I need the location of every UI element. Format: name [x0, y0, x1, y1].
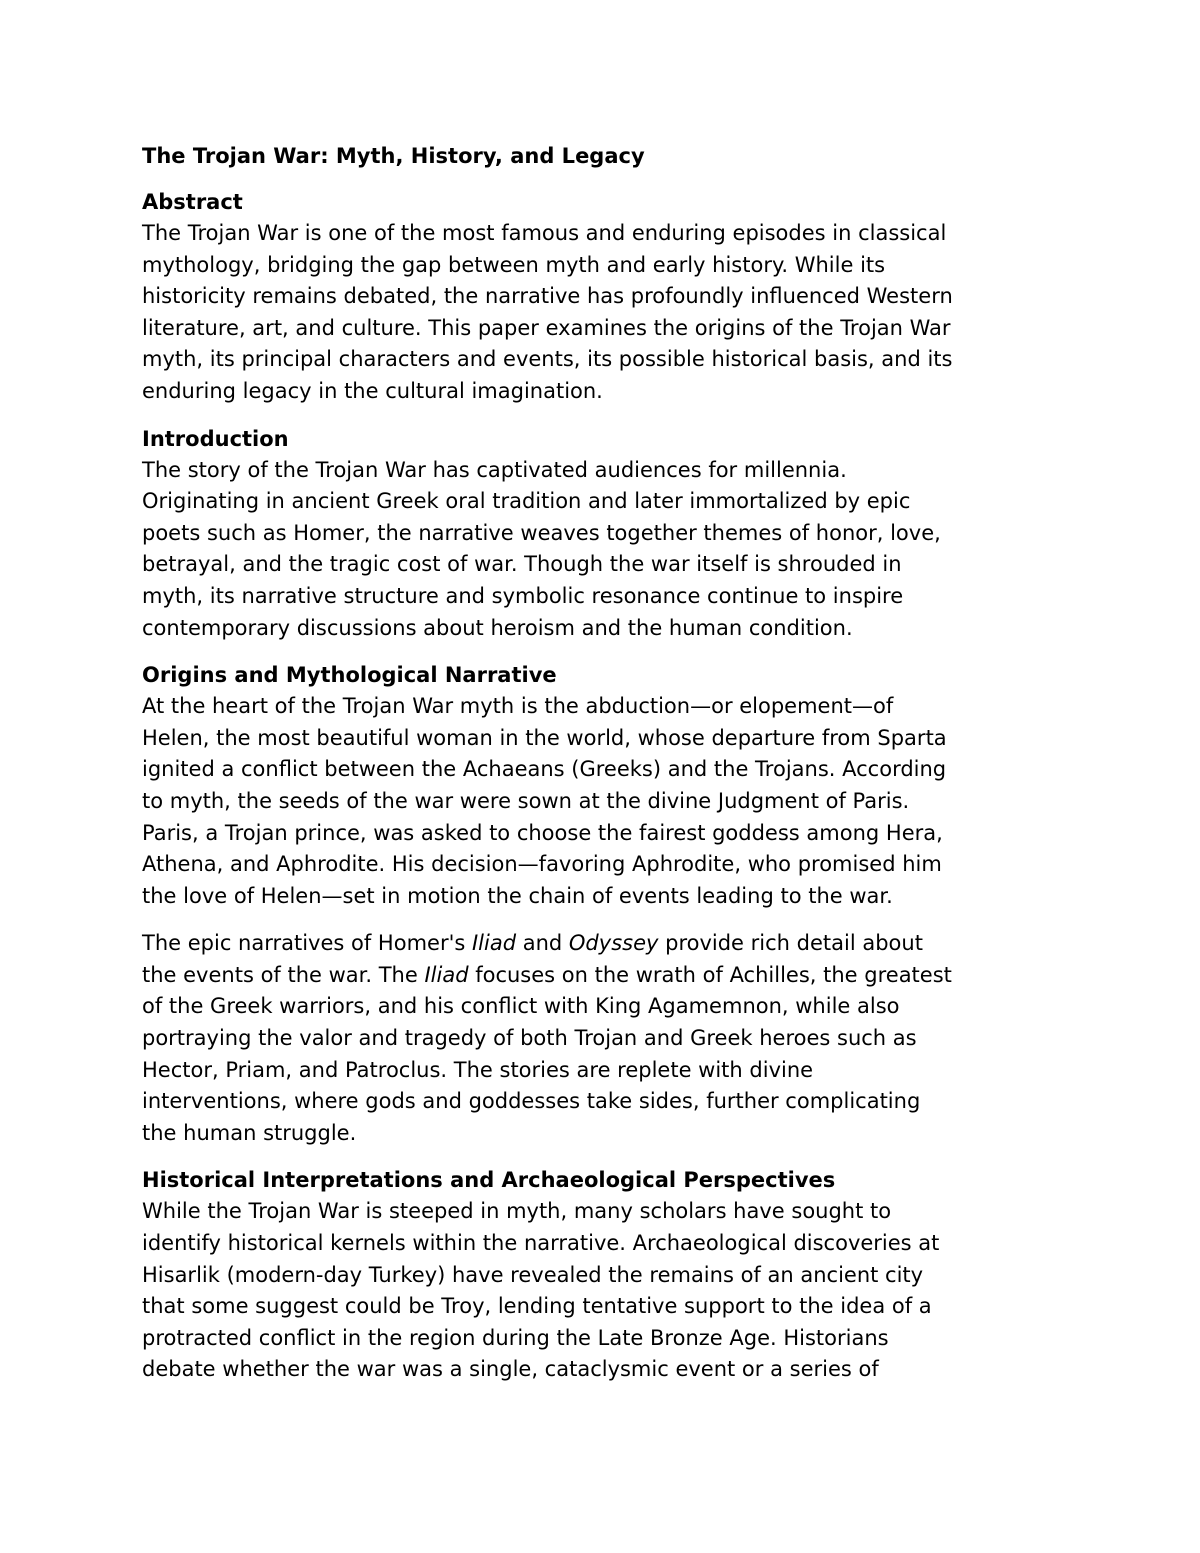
text-run: The epic narratives of Homer's — [142, 931, 472, 956]
origins-paragraph-1: At the heart of the Trojan War myth is the abduction—or elopement—of Helen, the most beautiful woman in the world, whose departure from Sparta ignited a conflict between the Achaeans (Greeks) and the Trojans. According to myth, the seeds of the war were sown at the divine Judgment of Paris. Paris, a Trojan prince, was asked to choose the fairest goddess among Hera, Athena, and Aphrodite. His decision—favoring Aphrodite, who promised him the love of Helen—set in motion the chain of events leading to the war. — [142, 694, 947, 908]
iliad-title: Iliad — [424, 962, 469, 987]
abstract-text: The Trojan War is one of the most famous and enduring episodes in classical mythology, bridging the gap between myth and early history. While its historicity remains debated, the narrative has profoundly influenced Western literature, art, and culture. This paper examines the origins of the Trojan War myth, its principal characters and events, its possible historical basis, and its enduring legacy in the cultural imagination. — [142, 221, 953, 403]
historical-section — [142, 1165, 1072, 1386]
iliad-title: Iliad — [471, 931, 517, 956]
origins-paragraph-2 — [142, 928, 1072, 1149]
text-run: provide rich detail about the events of the war. The — [142, 931, 923, 987]
document-page — [142, 141, 1072, 1402]
introduction-text: The story of the Trojan War has captivated audiences for millennia. Originating in ancient Greek oral tradition and later immortalized by epic poets such as Homer, the narrative weaves together themes of honor, love, betrayal, and the tragic cost of war. Though the war itself is shrouded in myth, its narrative structure and symbolic resonance continue to inspire contemporary discussions about heroism and the human condition. — [142, 457, 941, 640]
introduction-heading: Introduction — [142, 426, 289, 451]
origins-heading: Origins and Mythological Narrative — [142, 663, 557, 688]
odyssey-title: Odyssey — [568, 931, 659, 956]
abstract-heading: Abstract — [142, 190, 243, 214]
historical-heading: Historical Interpretations and Archaeological Perspectives — [142, 1168, 836, 1193]
historical-text: While the Trojan War is steeped in myth, many scholars have sought to identify historical kernels within the narrative. Archaeological discoveries at Hisarlik (modern-day Turkey) have revealed the remains of an ancient city that some suggest could be Troy, lending tentative support to the idea of a protracted conflict in the region during the Late Bronze Age. Historians debate whether the war was a single, cataclysmic event or a series of — [142, 1199, 940, 1382]
origins-section — [142, 660, 1072, 1149]
document-title: The Trojan War: Myth, History, and Legacy — [142, 144, 645, 168]
abstract-section — [142, 187, 1072, 408]
text-run: focuses on the wrath of Achilles, the greatest of the Greek warriors, and his conflict with King Agamemnon, while also portraying the valor and tragedy of both Trojan and Greek heroes such as Hector, Priam, and Patroclus. The stories are replete with divine interventions, where gods and goddesses take sides, further complicating the human struggle. — [142, 962, 952, 1145]
introduction-section — [142, 424, 1072, 645]
text-run: and — [516, 931, 569, 956]
